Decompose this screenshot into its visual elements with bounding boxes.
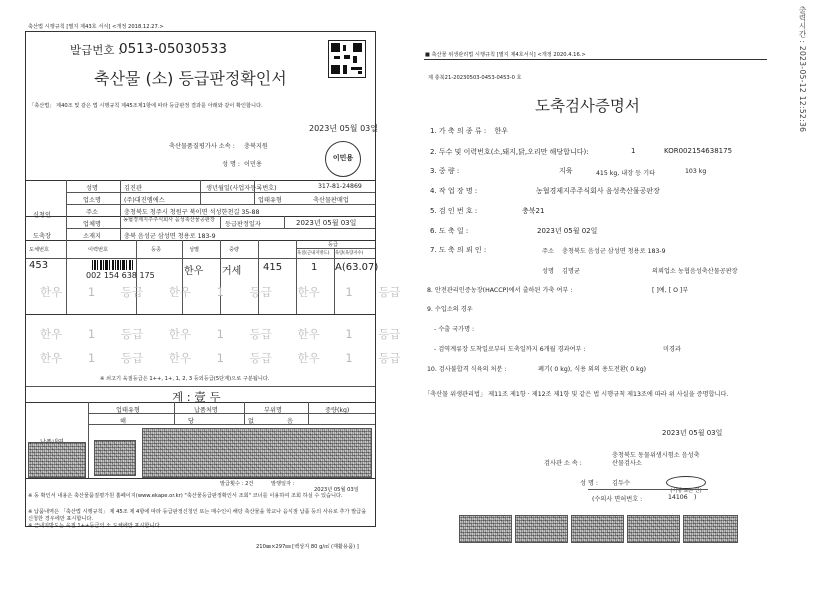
item-5-value: 충북21 [522, 207, 545, 215]
item-9: 9. 수입소의 경우 [427, 306, 473, 313]
item-7-addr: 충청북도 음성군 삼성면 청용로 183-9 [562, 248, 666, 255]
right-seal-icon [666, 476, 706, 494]
certificate-title: 축산물 (소) 등급판정확인서 [94, 69, 287, 88]
license-label: (수의사 면허번호 : [592, 496, 643, 503]
item-3-a: 지육 [559, 167, 573, 175]
security-pattern-block [627, 515, 680, 543]
inspector-org: 충북지원 [244, 143, 268, 150]
item-6: 6. 도 축 일 : [430, 227, 469, 235]
applicant-address-label: 주소 [86, 209, 98, 216]
item-6-value: 2023년 05월 02일 [537, 227, 598, 235]
th-trace-no: 이력번호 [88, 247, 109, 253]
yield-grade: A(63.07) [335, 262, 379, 273]
license-no: 14106 [668, 494, 688, 501]
security-pattern-block [683, 515, 738, 543]
security-pattern-block [28, 442, 86, 478]
issue-date-label: 발행일자 : [271, 481, 295, 487]
carcass-no: 453 [29, 260, 49, 271]
applicant-section-label: 신청인 [33, 212, 51, 219]
item-2-count: 1 [631, 147, 636, 155]
right-inspector-name-label: 성 명 : [580, 480, 598, 487]
delivery-value-3: 없 [248, 418, 254, 425]
th-grade: 등급 [328, 242, 339, 248]
print-time-label: 출력시간 : 2023-05-12 12:52:36 [798, 6, 807, 133]
issue-no-label: 발급번호 : [70, 43, 122, 57]
slaughter-section-label: 도축장 [33, 233, 51, 240]
applicant-name-label: 성명 [86, 185, 98, 192]
item-7-name-label: 성명 [542, 268, 554, 275]
applicant-biztype-label: 업태유형 [258, 197, 282, 204]
slaughter-company: 농협경제지주주식회사 음성축산물공판장 [123, 217, 215, 223]
issue-no: 0513-05030533 [119, 41, 227, 57]
right-top-rule [424, 59, 767, 60]
inspector-seal-icon [325, 141, 361, 177]
grade-certificate [25, 31, 401, 529]
slaughter-company-label: 업체명 [83, 221, 101, 228]
applicant-bizno: 317-81-24869 [318, 183, 362, 190]
slaughter-address-label: 소재지 [83, 233, 101, 240]
item-3: 3. 중 량 : [430, 167, 460, 175]
item-1: 1. 가 축 의 종 류 : 한우 [430, 127, 508, 135]
applicant-bizno-label: 생년월일(사업자등록번호) [206, 185, 277, 192]
th-quality: 육질(근내지방도) [297, 251, 330, 256]
inspector-name: 이민용 [244, 161, 262, 168]
inspector-name-label: 성 명 : [222, 161, 240, 168]
certificate-date: 2023년 05월 03일 [309, 124, 378, 133]
watermark-row-1: 한우 1 등급 한우 1 등급 한우 1 등급 [40, 285, 401, 299]
applicant-company-label: 업소명 [83, 197, 101, 204]
item-10: 10. 검사불합격 식육의 처분 : [427, 366, 507, 373]
footnote-1: ※ 동 확인서 내용은 축산물품질평가원 홈페이지(www.ekape.or.kr) "축산물등급판정확인서 조회" 코너를 이용하여 조회 하실 수 있습니다. [28, 493, 343, 499]
trace-no: 002 154 638 175 [86, 271, 155, 280]
right-inspector-org: 충청북도 동물위생시험소 음성축산물검사소 [612, 452, 700, 467]
right-form-ref: ■ 축산물 위생관리법 시행규칙 [별지 제4호서식] <개정 2020.4.16.> [425, 52, 586, 58]
trace-barcode-icon [92, 260, 134, 270]
weight: 415 [263, 262, 283, 273]
quality-grade: 1 [311, 262, 318, 273]
delivery-value-2: 당 [188, 418, 194, 425]
security-pattern-block [515, 515, 568, 543]
th-sex: 성별 [189, 247, 200, 253]
right-inspector-name: 김두수 [612, 480, 630, 487]
delivery-th-dest: 납품처명 [194, 407, 218, 414]
delivery-value-1: 해 [120, 418, 126, 425]
seal-text: 이민용 [332, 154, 354, 162]
footnote-2: ※ 납품내역은 「축산법 시행규칙」 제 45조 제 4항에 따라 등급판정신청인 또는 매수인이 해당 축산물을 학교나 음식점 납품 등의 사유로 추가 발급을 신청한 경우에만 표시합니다. [28, 509, 367, 522]
inspection-certificate-title: 도축검사증명서 [535, 97, 640, 115]
th-carcass-no: 도체번호 [29, 247, 50, 253]
item-9-b-value: 미경과 [663, 346, 681, 353]
issue-count: 발급횟수 : 2건 [220, 481, 254, 487]
right-doc-no: 제 충북21-20230503-0453-0453-0 호 [428, 75, 522, 81]
total-count: 계 : 壹 두 [172, 390, 221, 404]
issue-date: 2023년 05월 03일 [314, 487, 359, 493]
applicant-address: 충청북도 청주시 청원구 북이면 석성한천길 35-88 [124, 209, 260, 216]
security-pattern-block [459, 515, 512, 543]
item-3-b: 415 kg, 내장 등 기타 [596, 170, 656, 177]
item-3-c: 103 kg [685, 168, 707, 175]
item-8-value: [ ]예, [ O ]부 [652, 287, 689, 294]
delivery-value-4: 음 [287, 418, 293, 425]
delivery-th-biztype: 업태유형 [116, 407, 140, 414]
right-date: 2023년 05월 03일 [662, 429, 723, 437]
security-pattern-block [142, 428, 372, 478]
applicant-biztype: 축산물판매업 [313, 197, 349, 204]
qr-code-icon [328, 40, 366, 78]
paper-spec: 210㎜×297㎜ [백상지 80 g/㎡ (재활용품) ] [256, 544, 359, 550]
watermark-row-3: 한우 1 등급 한우 1 등급 한우 1 등급 [40, 351, 401, 365]
breed: 한우 [184, 266, 204, 277]
item-4-value: 농협경제지주주식회사 음성축산물공판장 [536, 187, 660, 195]
left-form-ref: 축산법 시행규칙 [별지 제43호 서식] <개정 2018.12.27.> [28, 24, 164, 30]
item-7: 7. 도 축 의 뢰 인 : [430, 246, 487, 254]
item-10-a: 폐기( 0 kg), 식용 외의 용도전환( 0 kg) [538, 366, 647, 373]
slaughter-address: 충북 음성군 삼성면 청용로 183-9 [124, 233, 216, 240]
item-7-name-extra: 의뢰업소 농협음성축산물공판장 [652, 268, 738, 275]
right-seal-text: (서명 또는 인) [670, 488, 702, 494]
item-2-trace: KOR002154638175 [664, 147, 733, 155]
item-2: 2. 두수 및 이력번호(소,돼지,닭,오리만 해당합니다): [430, 148, 589, 156]
item-9-a: - 수출 국가명 : [434, 326, 475, 333]
delivery-th-part: 부위명 [264, 407, 282, 414]
right-inspector-org-label: 검사관 소 속 : [544, 460, 582, 467]
item-8: 8. 안전관리인증농장(HACCP)에서 출하된 가축 여부 : [427, 287, 573, 294]
watermark-row-2: 한우 1 등급 한우 1 등급 한우 1 등급 [40, 327, 401, 341]
th-weight: 중량 [229, 247, 240, 253]
item-5: 5. 검 인 번 호 : [430, 207, 478, 215]
delivery-th-weight: 중량(kg) [325, 407, 350, 414]
security-pattern-block [94, 440, 136, 476]
th-breed: 등종 [151, 247, 162, 253]
inspector-org-label: 축산물품질평가사 소속 : [169, 143, 235, 150]
footnote-3: ※ 근내지방도는 육질 1++등급의 소 도체에만 표시합니다. [28, 523, 162, 529]
certificate-intro: 「축산법」 제40조 및 같은 법 시행규칙 제45조제1항에 따라 등급판정 결과를 아래와 같이 확인합니다. [29, 103, 263, 109]
applicant-name: 김진관 [124, 185, 142, 192]
slaughter-date: 2023년 05월 03일 [296, 219, 357, 227]
applicant-company: (주)대진엠에스 [124, 197, 165, 204]
item-9-b: - 검역계류장 도착일로부터 도축일까지 6개월 경과여부 : [434, 346, 586, 353]
law-statement: 「축산물 위생관리법」 제11조 제1항 · 제12조 제1항 및 같은 법 시행규칙 제13조에 따라 위 사실을 증명합니다. [424, 391, 729, 398]
item-7-addr-label: 주소 [542, 248, 554, 255]
slaughter-date-label: 등급판정일자 [225, 221, 261, 228]
license-close: ) [694, 494, 697, 501]
grade-note: ※ 쇠고기 육질등급은 1++, 1+, 1, 2, 3 등외등급(5단계)으로 구분됩니다. [100, 376, 270, 382]
th-yield: 육량(육량지수) [335, 251, 364, 256]
item-7-name: 김명균 [562, 268, 580, 275]
sex: 거세 [222, 266, 242, 277]
item-4: 4. 작 업 장 명 : [430, 187, 478, 195]
security-pattern-block [571, 515, 624, 543]
